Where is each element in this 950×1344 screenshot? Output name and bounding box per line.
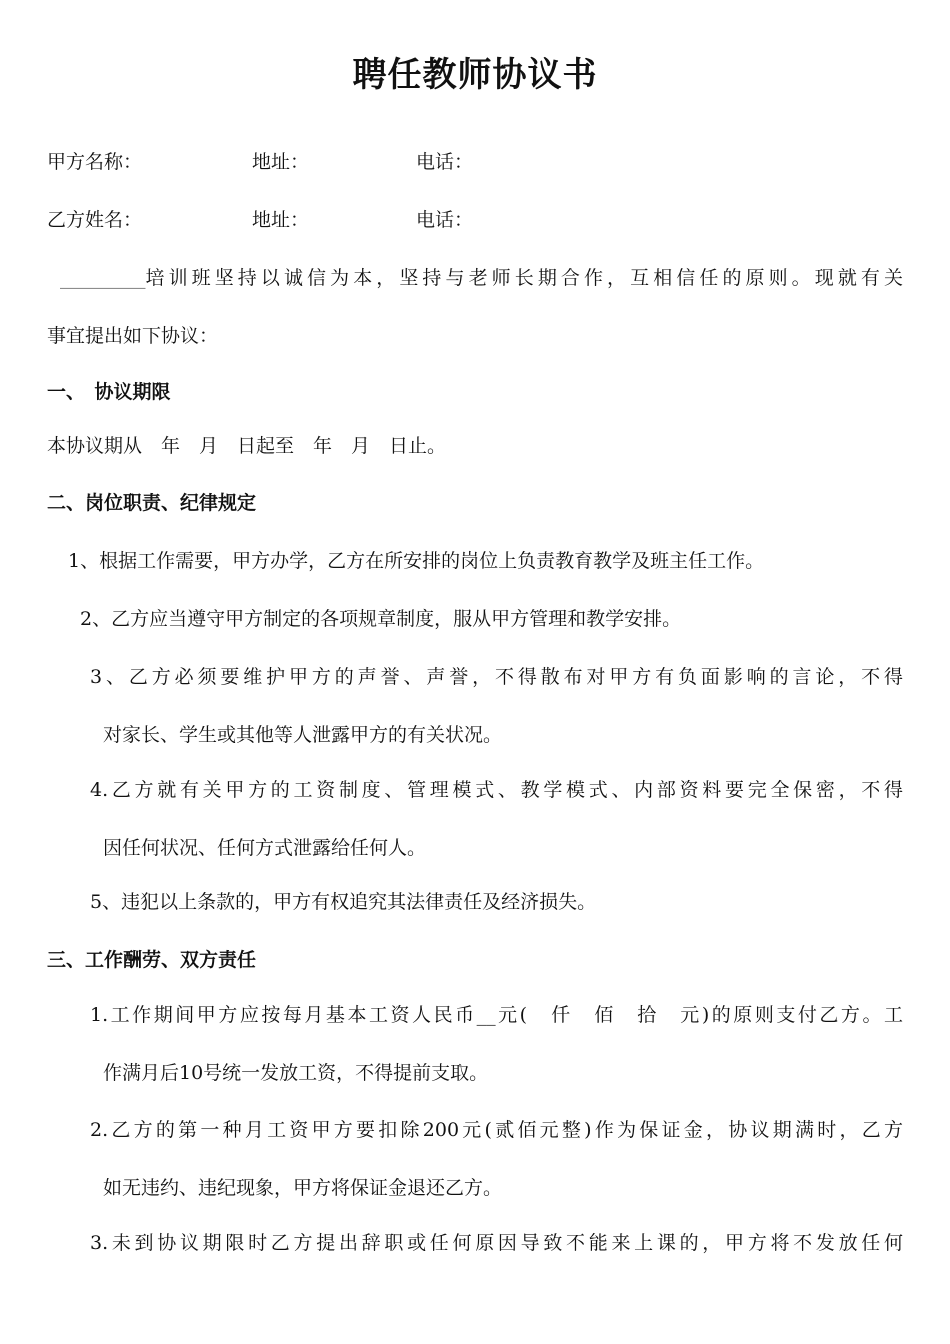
section-2-item-3-line-1: 3、乙方必须要维护甲方的声誉、声誉，不得散布对甲方有负面影响的言论，不得 — [90, 666, 903, 688]
intro-text-1: 培训班坚持以诚信为本，坚持与老师长期合作，互相信任的原则。现就有关 — [145, 267, 903, 289]
party-b-phone-label: 电话： — [416, 209, 474, 231]
section-3-item-3-line-1: 3.未到协议期限时乙方提出辞职或任何原因导致不能来上课的，甲方将不发放任何 — [90, 1232, 903, 1254]
section-3-item-1-line-1: 1.工作期间甲方应按每月基本工资人民币__元( 仟 佰 拾 元)的原则支付乙方。工 — [90, 1004, 903, 1026]
section-2-item-4-line-2: 因任何状况、任何方式泄露给任何人。 — [103, 837, 427, 859]
intro-blank: _________ — [60, 267, 146, 289]
section-3-item-2-line-1: 2.乙方的第一种月工资甲方要扣除200元(贰佰元整)作为保证金，协议期满时，乙方 — [90, 1119, 903, 1141]
section-2-item-4-line-1: 4.乙方就有关甲方的工资制度、管理模式、教学模式、内部资料要完全保密，不得 — [90, 779, 903, 801]
party-a-address-label: 地址： — [252, 151, 310, 173]
section-2-item-2: 2、乙方应当遵守甲方制定的各项规章制度，服从甲方管理和教学安排。 — [80, 608, 682, 630]
section-1-heading: 一、 协议期限 — [47, 381, 171, 403]
party-a-name-label: 甲方名称： — [47, 151, 143, 173]
document-title: 聘任教师协议书 — [352, 55, 598, 95]
party-b-name-label: 乙方姓名： — [47, 209, 143, 231]
party-a-phone-label: 电话： — [416, 151, 474, 173]
section-2-heading: 二、岗位职责、纪律规定 — [47, 492, 257, 514]
section-3-item-1-line-2: 作满月后10号统一发放工资，不得提前支取。 — [103, 1062, 489, 1084]
section-1-line: 本协议期从 年 月 日起至 年 月 日止。 — [47, 435, 447, 457]
section-2-item-5: 5、违犯以上条款的，甲方有权追究其法律责任及经济损失。 — [90, 891, 597, 913]
intro-line-1 — [60, 262, 903, 294]
section-2-item-3-line-2: 对家长、学生或其他等人泄露甲方的有关状况。 — [103, 724, 503, 746]
section-3-heading: 三、工作酬劳、双方责任 — [47, 949, 257, 971]
section-3-item-2-line-2: 如无违约、违纪现象，甲方将保证金退还乙方。 — [103, 1177, 503, 1199]
party-b-address-label: 地址： — [252, 209, 310, 231]
intro-line-2: 事宜提出如下协议： — [47, 325, 219, 347]
section-2-item-1: 1、根据工作需要，甲方办学，乙方在所安排的岗位上负责教育教学及班主任工作。 — [68, 550, 765, 572]
